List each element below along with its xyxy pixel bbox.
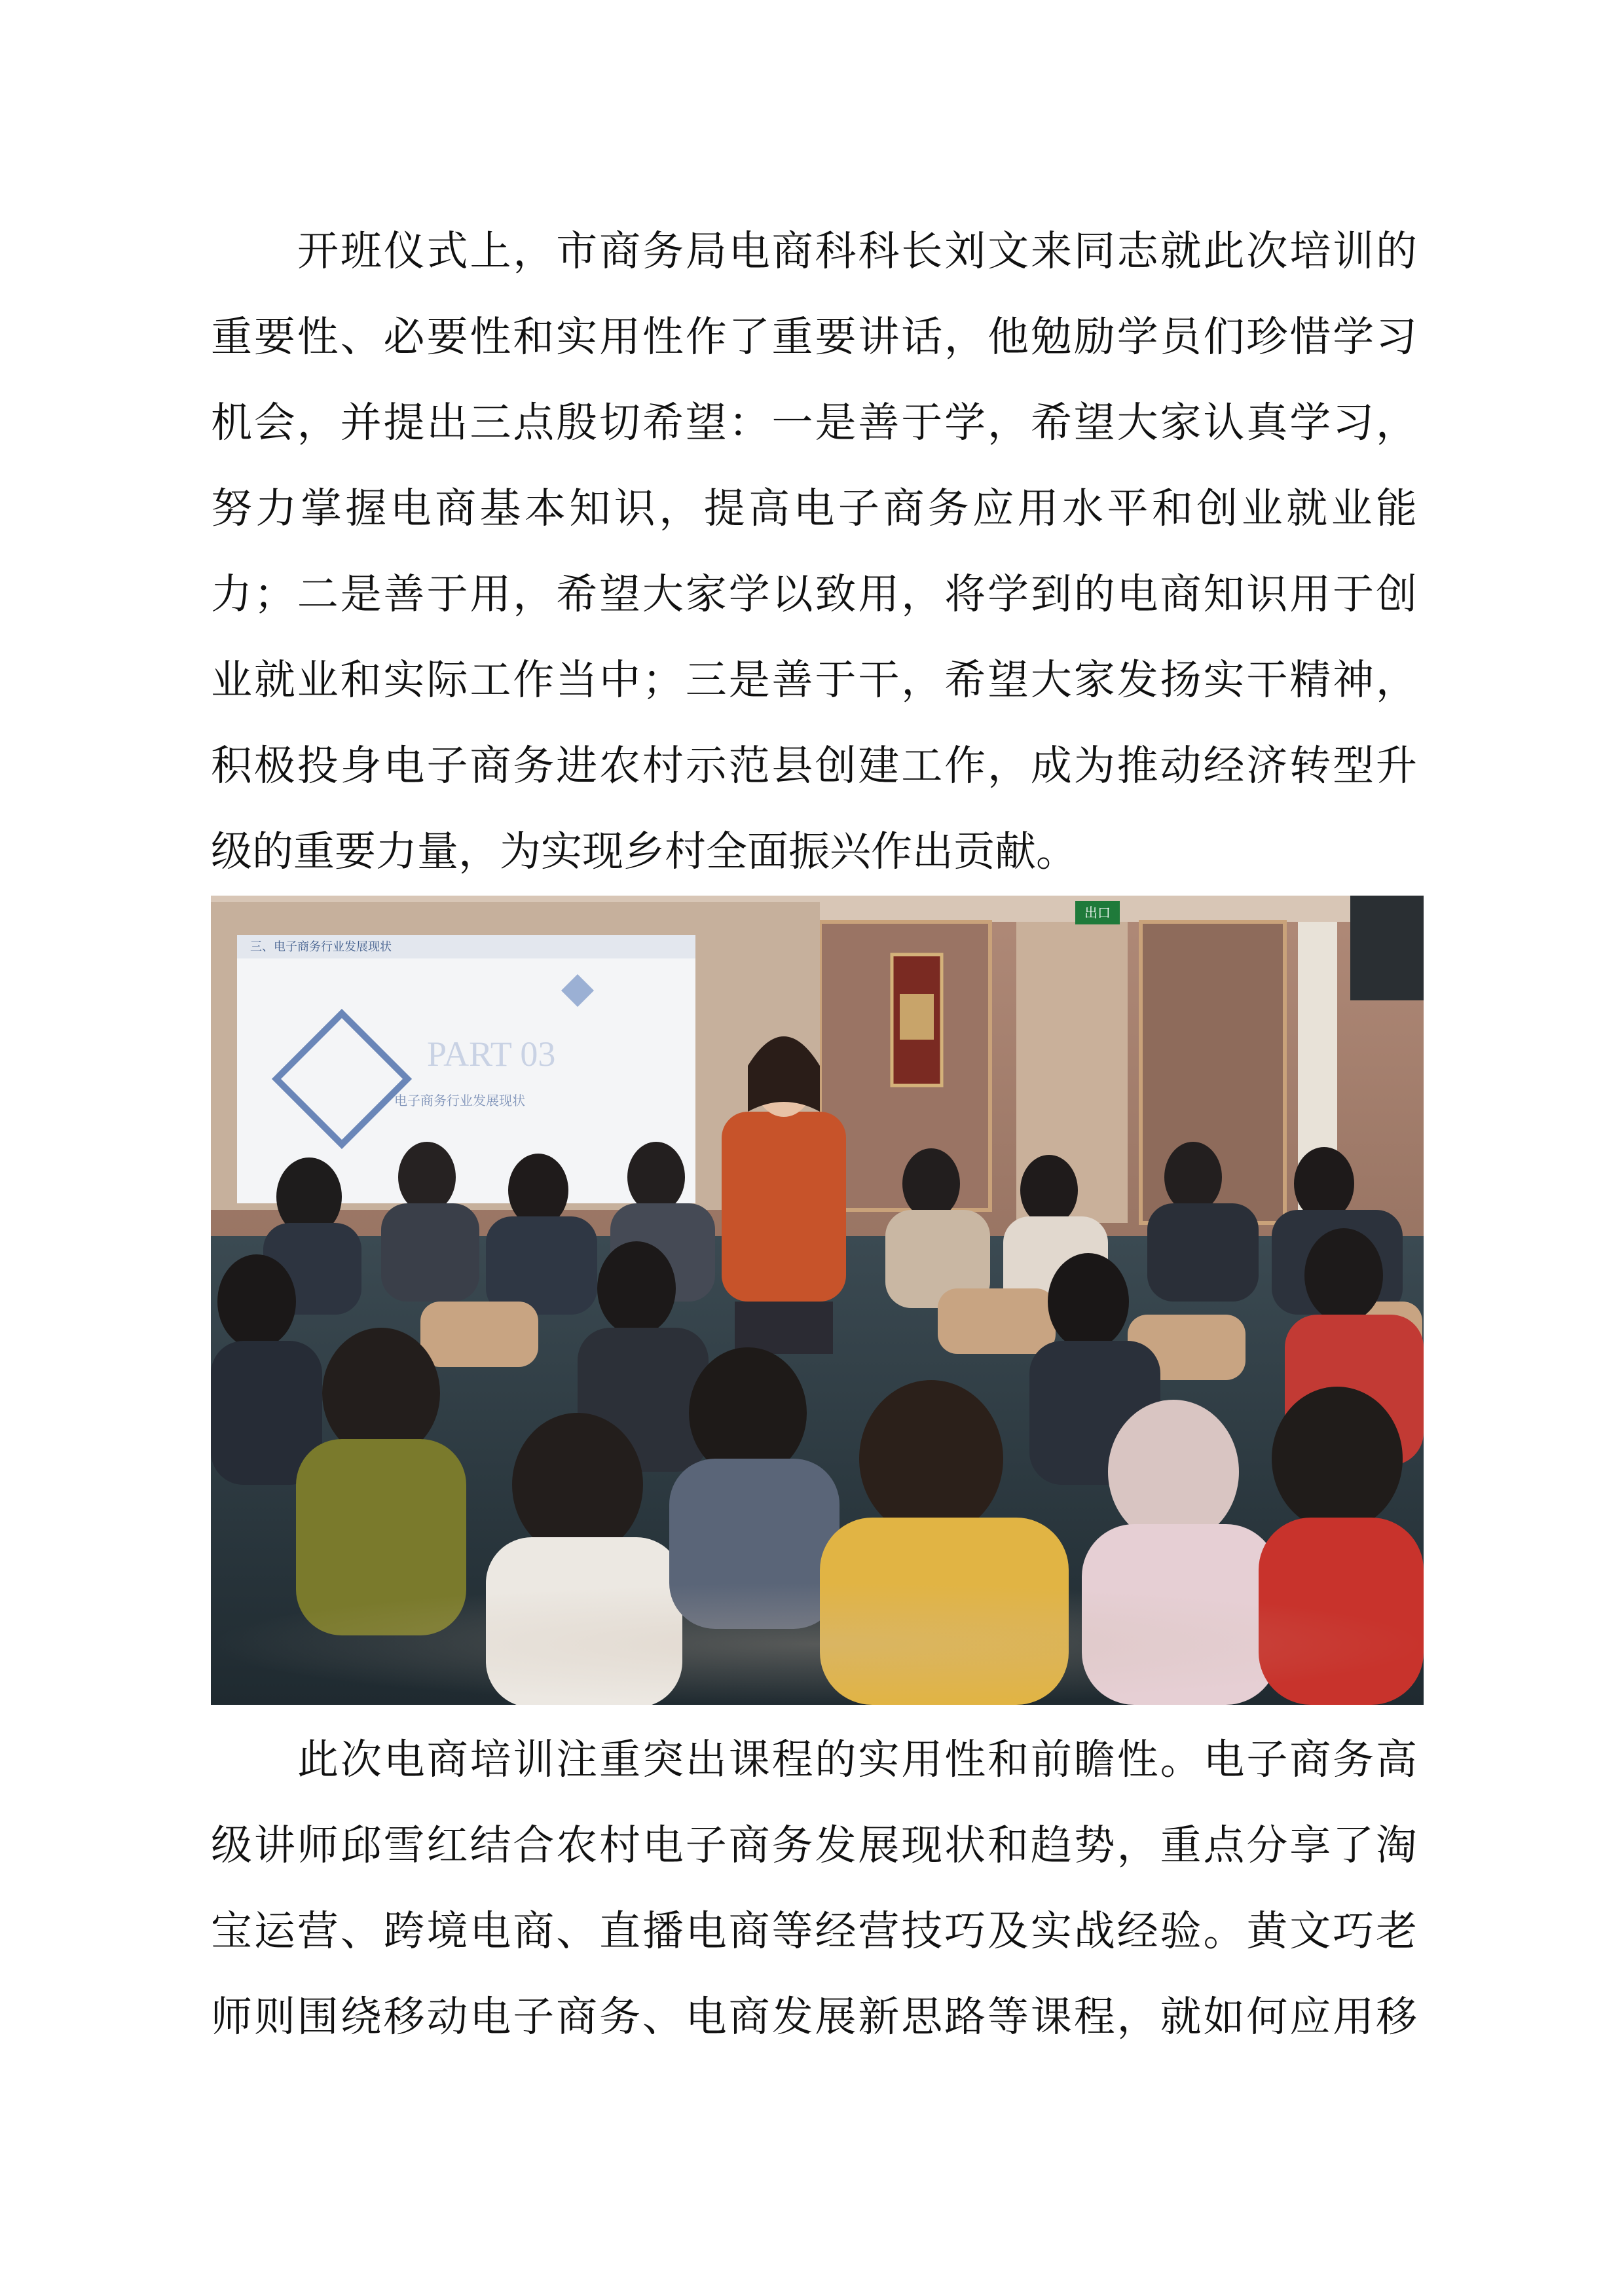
paragraph-line: 级的重要力量，为实现乡村全面振兴作出贡献。: [211, 828, 1077, 875]
wall-plaque-ornament: [900, 994, 934, 1040]
slide-title: PART 03: [427, 1034, 556, 1074]
paragraph-line: 宝运营、跨境电商、直播电商等经营技巧及实战经验。黄文巧老: [211, 1907, 1417, 1955]
paragraph-line: 重要性、必要性和实用性作了重要讲话，他勉励学员们珍惜学习: [211, 313, 1417, 361]
wall-tv: [1350, 896, 1424, 1000]
paragraph-line: 开班仪式上，市商务局电商科科长刘文来同志就此次培训的: [297, 227, 1417, 275]
paragraph-line: 级讲师邱雪红结合农村电子商务发展现状和趋势，重点分享了淘: [211, 1821, 1417, 1869]
paragraph-line: 师则围绕移动电子商务、电商发展新思路等课程，就如何应用移: [211, 1993, 1417, 2041]
photo-illustration: [211, 896, 1424, 1705]
slide-header: 三、电子商务行业发展现状: [250, 940, 392, 953]
paragraph-line: 此次电商培训注重突出课程的实用性和前瞻性。电子商务高: [297, 1736, 1417, 1783]
training-session-photo: [211, 896, 1424, 1705]
paragraph-opening-ceremony: [211, 208, 1417, 894]
paragraph-line: 机会，并提出三点殷切希望：一是善于学，希望大家认真学习，: [211, 399, 1417, 446]
paragraph-line: 力；二是善于用，希望大家学以致用，将学到的电商知识用于创: [211, 570, 1417, 618]
exit-sign-text: 出口: [1084, 906, 1111, 920]
foreground-blur: [211, 1583, 1424, 1705]
paragraph-course-content: [211, 1717, 1417, 2060]
paragraph-line: 积极投身电子商务进农村示范县创建工作，成为推动经济转型升: [211, 742, 1417, 790]
paragraph-line: 业就业和实际工作当中；三是善于干，希望大家发扬实干精神，: [211, 656, 1417, 704]
paragraph-line: 努力掌握电商基本知识，提高电子商务应用水平和创业就业能: [211, 484, 1417, 532]
slide-subtitle: 电子商务行业发展现状: [394, 1094, 525, 1108]
